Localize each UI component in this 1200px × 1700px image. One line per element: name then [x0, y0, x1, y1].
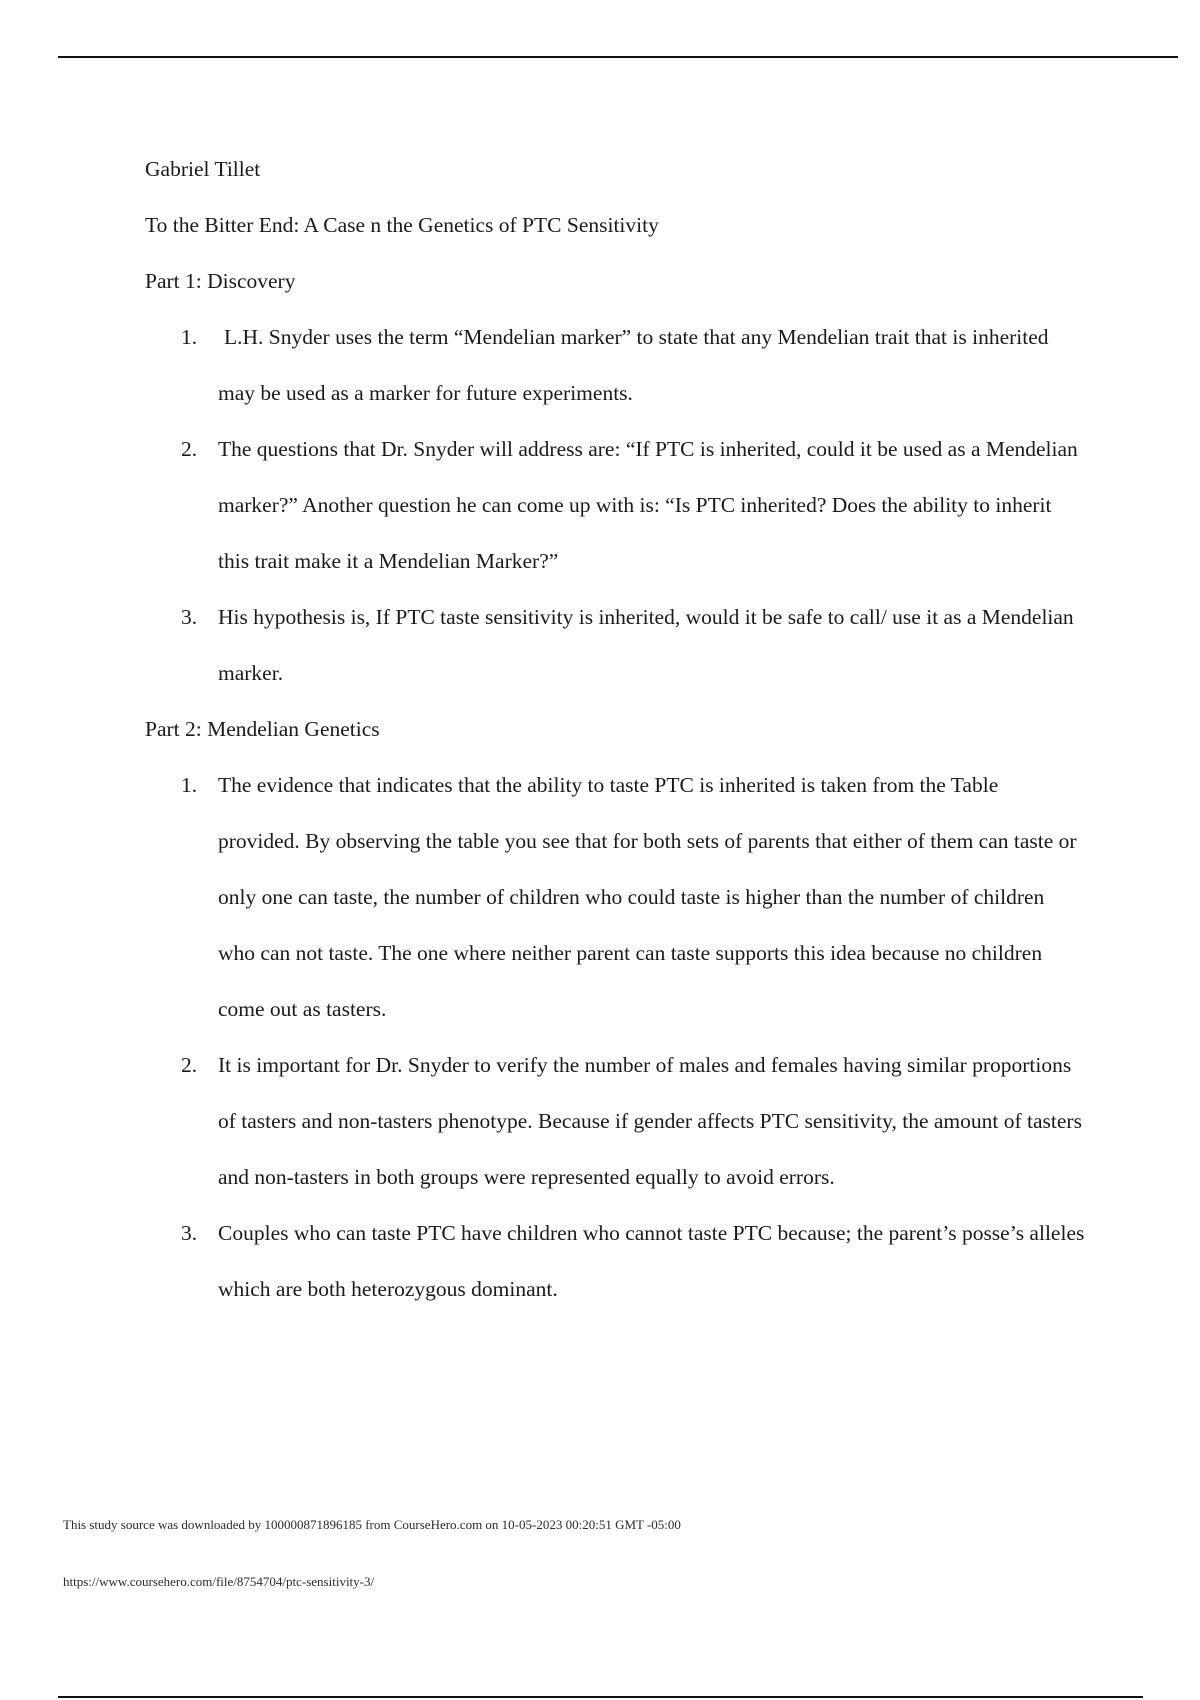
part-2-list	[145, 757, 1085, 1317]
list-text: It is important for Dr. Snyder to verify the number of males and females having similar proportions of tasters and non-tasters phenotype. Because if gender affects PTC sensitivity, the amount of tasters and non-tasters in both groups were represented equally to avoid errors.	[218, 1053, 1082, 1189]
list-item	[145, 1205, 1085, 1317]
list-text: His hypothesis is, If PTC taste sensitivity is inherited, would it be safe to call/ use it as a Mendelian marker.	[218, 605, 1074, 685]
list-item	[145, 757, 1085, 1037]
bottom-divider	[58, 1696, 1143, 1698]
list-text: The evidence that indicates that the ability to taste PTC is inherited is taken from the Table provided. By observing the table you see that for both sets of parents that either of them can taste or only one can taste, the number of children who could taste is higher than the number of children who can not taste. The one where neither parent can taste supports this idea because no children come out as tasters.	[218, 773, 1077, 1021]
list-number: 3.	[181, 1221, 198, 1245]
part-1-list	[145, 309, 1085, 701]
list-number: 3.	[181, 605, 198, 629]
list-text: Couples who can taste PTC have children who cannot taste PTC because; the parent’s posse’s alleles which are both heterozygous dominant.	[218, 1221, 1085, 1301]
list-text: L.H. Snyder uses the term “Mendelian marker” to state that any Mendelian trait that is inherited may be used as a marker for future experiments.	[218, 325, 1049, 405]
part-1-heading: Part 1: Discovery	[145, 269, 296, 293]
list-item	[145, 421, 1085, 589]
list-item	[145, 589, 1085, 701]
list-number: 1.	[181, 773, 198, 797]
source-url-link[interactable]: https://www.coursehero.com/file/8754704/ptc-sensitivity-3/	[63, 1574, 375, 1589]
document-title: To the Bitter End: A Case n the Genetics of PTC Sensitivity	[145, 213, 659, 237]
list-number: 2.	[181, 437, 198, 461]
list-text: The questions that Dr. Snyder will address are: “If PTC is inherited, could it be used as a Mendelian marker?” Another question he can come up with is: “Is PTC inherited? Does the ability to inherit this trait make it a Mendelian Marker?”	[218, 437, 1078, 573]
list-number: 1.	[181, 325, 198, 349]
document-body	[145, 141, 1085, 1317]
list-item	[145, 309, 1085, 421]
part-2-heading: Part 2: Mendelian Genetics	[145, 717, 380, 741]
download-notice: This study source was downloaded by 100000871896185 from CourseHero.com on 10-05-2023 00:20:51 GMT -05:00	[63, 1517, 681, 1532]
author-name: Gabriel Tillet	[145, 157, 261, 181]
list-number: 2.	[181, 1053, 198, 1077]
list-item	[145, 1037, 1085, 1205]
top-divider	[58, 56, 1178, 58]
